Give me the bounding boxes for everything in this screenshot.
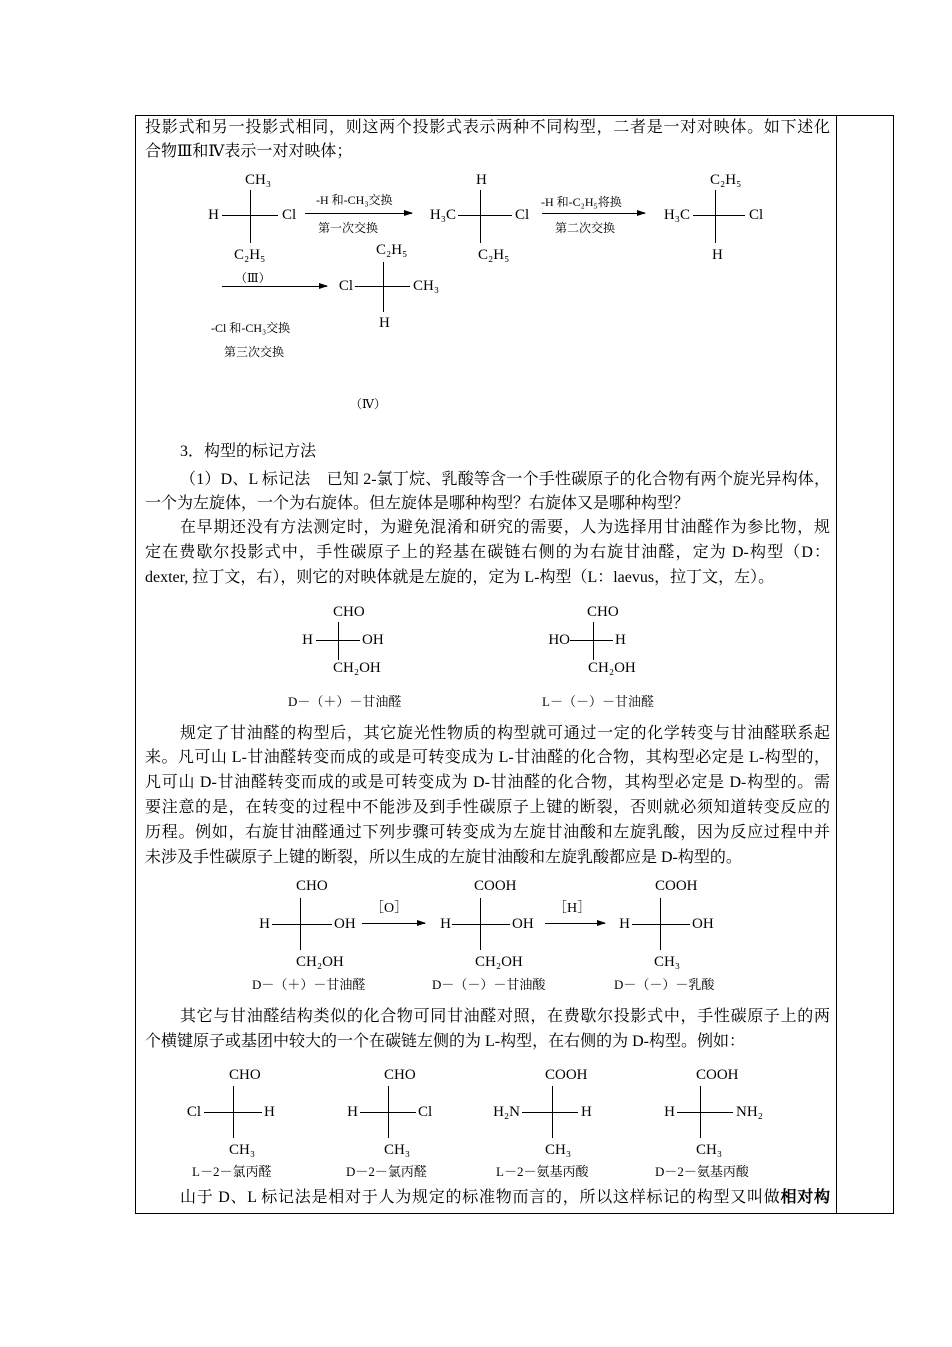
left-group: H₃C bbox=[429, 207, 456, 223]
left-group: HO bbox=[548, 632, 570, 648]
compound-caption: D－（＋）－甘油醛 bbox=[288, 694, 402, 709]
bottom-group: H bbox=[379, 315, 390, 331]
vertical-bond bbox=[593, 622, 594, 660]
compound-caption: L－（－）－甘油醛 bbox=[542, 694, 654, 709]
vertical-bond bbox=[480, 190, 481, 243]
horizontal-bond bbox=[204, 1112, 262, 1113]
top-group: CHO bbox=[587, 604, 619, 620]
horizontal-bond bbox=[360, 1112, 416, 1113]
emphasized-term: 相对构 bbox=[780, 1189, 830, 1206]
bottom-group: CH₂OH bbox=[588, 660, 636, 676]
reaction-arrow bbox=[542, 213, 645, 214]
bottom-group: CH₂OH bbox=[296, 954, 344, 970]
compound-caption: L－2－氯丙醛 bbox=[192, 1164, 272, 1179]
right-group: H bbox=[615, 632, 626, 648]
text-line: 合物Ⅲ和Ⅳ表示一对对映体； bbox=[145, 143, 353, 160]
bottom-group: C₂H₅ bbox=[234, 247, 266, 263]
right-group: Cl bbox=[282, 207, 297, 223]
text-line: 要注意的是，在转变的过程中不能涉及到手性碳原子上键的断裂，否则就必须知道转变反应的 bbox=[145, 799, 830, 816]
top-group: COOH bbox=[696, 1067, 739, 1083]
reaction-arrow bbox=[222, 286, 327, 287]
text-line: 投影式和另一投影式相同，则这两个投影式表示两种不同构型，二者是一对对映体。如下述化 bbox=[145, 119, 830, 136]
exchange-step-label: 第二次交换 bbox=[555, 221, 616, 235]
compound-label: （Ⅲ） bbox=[235, 271, 271, 285]
text-line: dexter, 拉丁文，右），则它的对映体就是左旋的，定为 L-构型（L：laevus，拉丁文，左）。 bbox=[145, 569, 775, 586]
vertical-bond bbox=[338, 622, 339, 660]
left-group: H bbox=[259, 916, 270, 932]
reagent-label: ［H］ bbox=[553, 901, 592, 916]
reaction-arrow bbox=[362, 923, 425, 924]
exchange-note: -Cl 和-CH₃交换 bbox=[211, 321, 291, 335]
top-group: CHO bbox=[229, 1067, 261, 1083]
text-line: 一个为左旋体，一个为右旋体。但左旋体是哪种构型？右旋体又是哪种构型？ bbox=[145, 495, 690, 512]
horizontal-bond bbox=[272, 924, 332, 925]
text-line: 个横键原子或基团中较大的一个在碳链左侧的为 L-构型，在右侧的为 D-构型。例如： bbox=[145, 1033, 745, 1050]
text-line: 其它与甘油醛结构类似的化合物可同甘油醛对照，在费歇尔投影式中，手性碳原子上的两 bbox=[180, 1008, 830, 1025]
left-group: H₂N bbox=[493, 1104, 520, 1120]
text-run: 山于 D、L 标记法是相对于人为规定的标准物而言的，所以这样标记的构型又叫做 bbox=[180, 1189, 781, 1206]
horizontal-bond bbox=[452, 924, 510, 925]
horizontal-bond bbox=[632, 924, 690, 925]
left-group: H bbox=[302, 632, 313, 648]
bottom-group: CH₃ bbox=[654, 954, 681, 970]
right-group: NH₂ bbox=[736, 1104, 763, 1120]
section-heading: 3．构型的标记方法 bbox=[180, 443, 317, 460]
compound-caption: D－2－氯丙醛 bbox=[346, 1164, 427, 1179]
compound-caption: L－2－氨基丙酸 bbox=[496, 1164, 589, 1179]
reaction-arrow bbox=[305, 213, 412, 214]
horizontal-bond bbox=[316, 640, 360, 641]
top-group: C₂H₅ bbox=[710, 172, 742, 188]
left-group: H bbox=[208, 207, 219, 223]
bottom-group: CH₃ bbox=[229, 1142, 256, 1158]
top-group: H bbox=[476, 172, 487, 188]
right-group: Cl bbox=[515, 207, 530, 223]
compound-caption: D－（－）－乳酸 bbox=[614, 977, 715, 992]
text-line: 在早期还没有方法测定时，为避免混淆和研究的需要，人为选择用甘油醛作为参比物，规 bbox=[180, 519, 830, 536]
bottom-group: CH₃ bbox=[545, 1142, 572, 1158]
compound-label: （Ⅳ） bbox=[350, 397, 386, 411]
right-group: H bbox=[264, 1104, 275, 1120]
exchange-step-label: 第三次交换 bbox=[224, 345, 285, 359]
text-line: 历程。例如，右旋甘油醛通过下列步骤可转变成为左旋甘油酸和左旋乳酸，因为反应过程中并 bbox=[145, 824, 830, 841]
left-group: H bbox=[440, 916, 451, 932]
top-group: COOH bbox=[655, 878, 698, 894]
bottom-group: CH₃ bbox=[696, 1142, 723, 1158]
exchange-note: -H 和-C₂H₅将换 bbox=[541, 195, 622, 209]
horizontal-bond bbox=[693, 215, 745, 216]
horizontal-bond bbox=[522, 1112, 578, 1113]
exchange-note: -H 和-CH₃交换 bbox=[316, 193, 393, 207]
compound-caption: D－（＋）－甘油醛 bbox=[252, 977, 366, 992]
reagent-label: ［O］ bbox=[370, 901, 409, 916]
right-group: CH₃ bbox=[413, 278, 440, 294]
text-line: 未涉及手性碳原子上键的断裂，所以生成的左旋甘油酸和左旋乳酸都应是 D-构型的。 bbox=[145, 849, 742, 866]
left-group: H bbox=[619, 916, 630, 932]
horizontal-bond bbox=[458, 215, 512, 216]
vertical-bond bbox=[250, 190, 251, 243]
horizontal-bond bbox=[677, 1112, 733, 1113]
bottom-group: CH₂OH bbox=[333, 660, 381, 676]
left-group: Cl bbox=[338, 278, 353, 294]
horizontal-bond bbox=[570, 640, 613, 641]
bottom-group: H bbox=[712, 247, 723, 263]
right-group: OH bbox=[334, 916, 356, 932]
vertical-bond bbox=[715, 190, 716, 243]
left-group: H₃C bbox=[663, 207, 690, 223]
right-group: Cl bbox=[749, 207, 764, 223]
compound-caption: D－2－氨基丙酸 bbox=[655, 1164, 749, 1179]
top-group: C₂H₅ bbox=[376, 242, 408, 258]
text-line: 规定了甘油醛的构型后，其它旋光性物质的构型就可通过一定的化学转变与甘油醛联系起 bbox=[180, 725, 830, 742]
reaction-arrow bbox=[545, 923, 605, 924]
top-group: CHO bbox=[333, 604, 365, 620]
text-line: 来。凡可山 L-甘油醛转变而成的或是可转变成为 L-甘油醛的化合物，其构型必定是 L-构型的， bbox=[145, 749, 830, 766]
exchange-step-label: 第一次交换 bbox=[318, 221, 379, 235]
right-group: OH bbox=[692, 916, 714, 932]
text-line bbox=[180, 1186, 830, 1210]
vertical-bond bbox=[383, 262, 384, 312]
left-group: H bbox=[664, 1104, 675, 1120]
right-group: H bbox=[581, 1104, 592, 1120]
top-group: COOH bbox=[474, 878, 517, 894]
left-group: H bbox=[347, 1104, 358, 1120]
bottom-group: C₂H₅ bbox=[478, 247, 510, 263]
table-column-divider bbox=[836, 115, 837, 1214]
top-group: CHO bbox=[384, 1067, 416, 1083]
text-line: （1）D、L 标记法 已知 2-氯丁烷、乳酸等含一个手性碳原子的化合物有两个旋光异构体， bbox=[180, 471, 830, 488]
right-group: Cl bbox=[418, 1104, 433, 1120]
bottom-group: CH₂OH bbox=[475, 954, 523, 970]
compound-caption: D－（－）－甘油酸 bbox=[432, 977, 546, 992]
right-group: OH bbox=[512, 916, 534, 932]
text-line: 凡可山 D-甘油醛转变而成的或是可转变成为 D-甘油醛的化合物，其构型必定是 D-构型的。需 bbox=[145, 774, 830, 791]
right-group: OH bbox=[362, 632, 384, 648]
text-line: 定在费歇尔投影式中，手性碳原子上的羟基在碳链右侧的为右旋甘油醛，定为 D-构型（D： bbox=[145, 544, 830, 561]
top-group: CHO bbox=[296, 878, 328, 894]
bottom-group: CH₃ bbox=[384, 1142, 411, 1158]
top-group: COOH bbox=[545, 1067, 588, 1083]
top-group: CH₃ bbox=[245, 172, 272, 188]
left-group: Cl bbox=[186, 1104, 201, 1120]
horizontal-bond bbox=[222, 215, 278, 216]
horizontal-bond bbox=[355, 286, 410, 287]
